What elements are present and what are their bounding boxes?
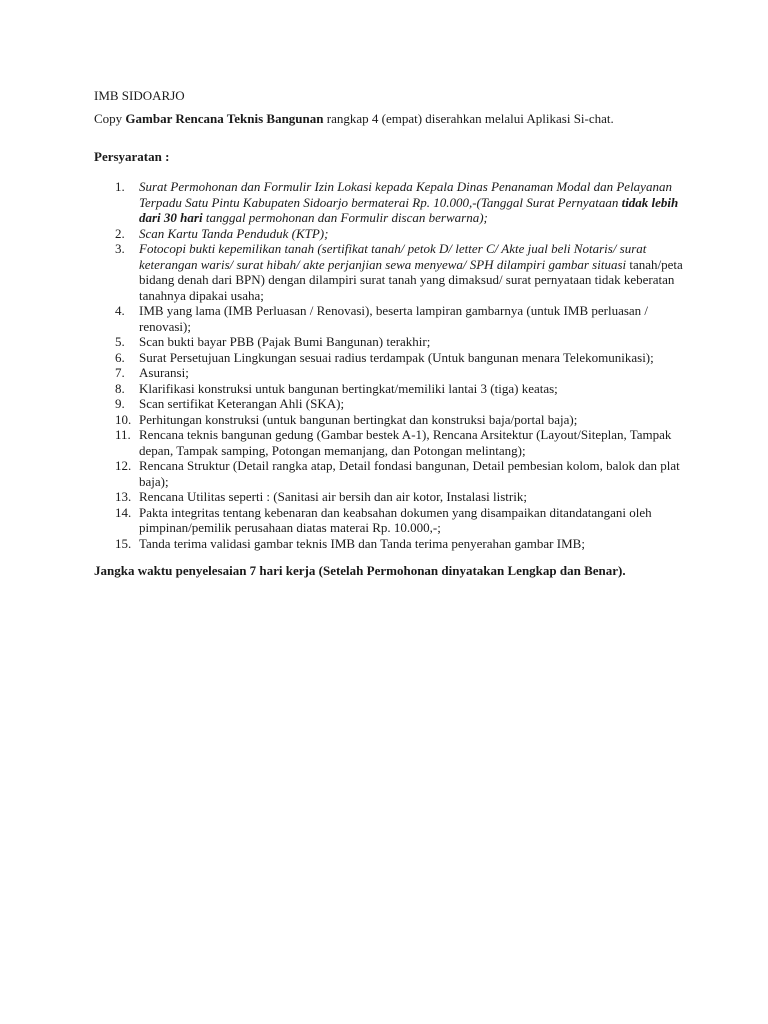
requirement-text: Surat Permohonan dan Formulir Izin Lokasi kepada Kepala Dinas Penanaman Modal dan Pelayanan Terpadu Satu Pintu Kabupaten Sidoarjo bermaterai Rp. 10.000,-(Tanggal Surat Pernyataan bbox=[139, 179, 672, 210]
requirement-number: 3. bbox=[115, 241, 125, 256]
requirement-text: Surat Persetujuan Lingkungan sesuai radius terdampak (Untuk bangunan menara Telekomunikasi); bbox=[139, 349, 654, 365]
requirement-text: Scan Kartu Tanda Penduduk (KTP); bbox=[139, 225, 329, 241]
requirement-number: 9. bbox=[115, 396, 125, 411]
requirement-text: Tanda terima validasi gambar teknis IMB dan Tanda terima penyerahan gambar IMB; bbox=[139, 535, 585, 551]
requirement-item bbox=[94, 179, 694, 226]
requirement-text: Perhitungan konstruksi (untuk bangunan bertingkat dan konstruksi baja/portal baja); bbox=[139, 411, 578, 427]
requirement-number: 14. bbox=[115, 504, 132, 520]
requirement-item bbox=[94, 536, 694, 552]
requirement-text: Fotocopi bukti kepemilikan tanah (sertifikat tanah/ petok D/ letter C/ Akte jual beli Notaris/ surat keterangan waris/ surat hibah/ akte perjanjian sewa menyewa/ SPH dilampiri gambar situasi bbox=[139, 241, 647, 272]
intro-suffix: rangkap 4 (empat) diserahkan melalui Aplikasi Si-chat. bbox=[323, 111, 614, 126]
requirement-item bbox=[94, 350, 694, 366]
requirement-number: 1. bbox=[115, 179, 125, 194]
requirement-number: 12. bbox=[115, 458, 132, 473]
requirement-text: Rencana teknis bangunan gedung (Gambar bestek A-1), Rencana Arsitektur (Layout/Siteplan, Tampak depan, Tampak samping, Potongan memanjang, dan Potongan melintang); bbox=[139, 427, 672, 458]
intro-paragraph bbox=[94, 109, 694, 129]
requirement-number: 10. bbox=[115, 411, 132, 427]
requirement-item bbox=[94, 505, 694, 536]
requirements-heading: Persyaratan : bbox=[94, 149, 170, 164]
requirement-text: Rencana Struktur (Detail rangka atap, Detail fondasi bangunan, Detail pembesian kolom, balok dan plat baja); bbox=[139, 458, 680, 489]
requirement-item bbox=[94, 489, 694, 505]
requirement-item bbox=[94, 427, 694, 458]
requirement-number: 11. bbox=[115, 427, 131, 442]
intro-prefix: Copy bbox=[94, 111, 126, 126]
requirement-item bbox=[94, 458, 694, 489]
requirement-item bbox=[94, 396, 694, 412]
requirement-number: 15. bbox=[115, 535, 132, 551]
document-page bbox=[94, 86, 694, 579]
requirement-text: tanah/peta bidang denah dari BPN) dengan dilampiri surat tanah yang dimaksud/ surat pernyataan tidak keberatan tanahnya dipakai usaha; bbox=[139, 256, 683, 303]
requirement-number: 5. bbox=[115, 334, 125, 349]
requirement-number: 8. bbox=[115, 380, 125, 396]
requirements-list bbox=[94, 179, 694, 551]
requirement-text: IMB yang lama (IMB Perluasan / Renovasi), beserta lampiran gambarnya (untuk IMB perluasan / renovasi); bbox=[139, 303, 649, 334]
requirement-item bbox=[94, 303, 694, 334]
requirement-text: Scan sertifikat Keterangan Ahli (SKA); bbox=[139, 396, 345, 411]
requirement-text: tidak lebih dari 30 hari bbox=[139, 194, 679, 225]
requirement-item bbox=[94, 226, 694, 242]
requirement-text: Scan bukti bayar PBB (Pajak Bumi Bangunan) terakhir; bbox=[139, 334, 431, 349]
requirement-item bbox=[94, 412, 694, 428]
requirement-number: 6. bbox=[115, 349, 125, 365]
requirement-item bbox=[94, 365, 694, 381]
closing-note: Jangka waktu penyelesaian 7 hari kerja (Setelah Permohonan dinyatakan Lengkap dan Benar). bbox=[94, 563, 626, 578]
requirement-number: 4. bbox=[115, 303, 125, 318]
requirement-text: Klarifikasi konstruksi untuk bangunan bertingkat/memiliki lantai 3 (tiga) keatas; bbox=[139, 380, 558, 396]
requirement-number: 2. bbox=[115, 225, 125, 241]
requirement-number: 7. bbox=[115, 365, 125, 380]
requirement-text: Pakta integritas tentang kebenaran dan keabsahan dokumen yang disampaikan ditandatangani oleh pimpinan/pemilik perusahaan diatas materai Rp. 10.000,-; bbox=[139, 504, 652, 535]
requirement-text: Rencana Utilitas seperti : (Sanitasi air bersih dan air kotor, Instalasi listrik; bbox=[139, 489, 527, 504]
requirement-text: tanggal permohonan dan Formulir discan berwarna); bbox=[202, 210, 488, 225]
requirement-text: Asuransi; bbox=[139, 365, 189, 380]
document-title: IMB SIDOARJO bbox=[94, 88, 185, 103]
requirement-item bbox=[94, 241, 694, 303]
requirement-item bbox=[94, 334, 694, 350]
requirement-item bbox=[94, 381, 694, 397]
intro-bold-text: Gambar Rencana Teknis Bangunan bbox=[125, 111, 324, 126]
requirement-number: 13. bbox=[115, 489, 132, 504]
